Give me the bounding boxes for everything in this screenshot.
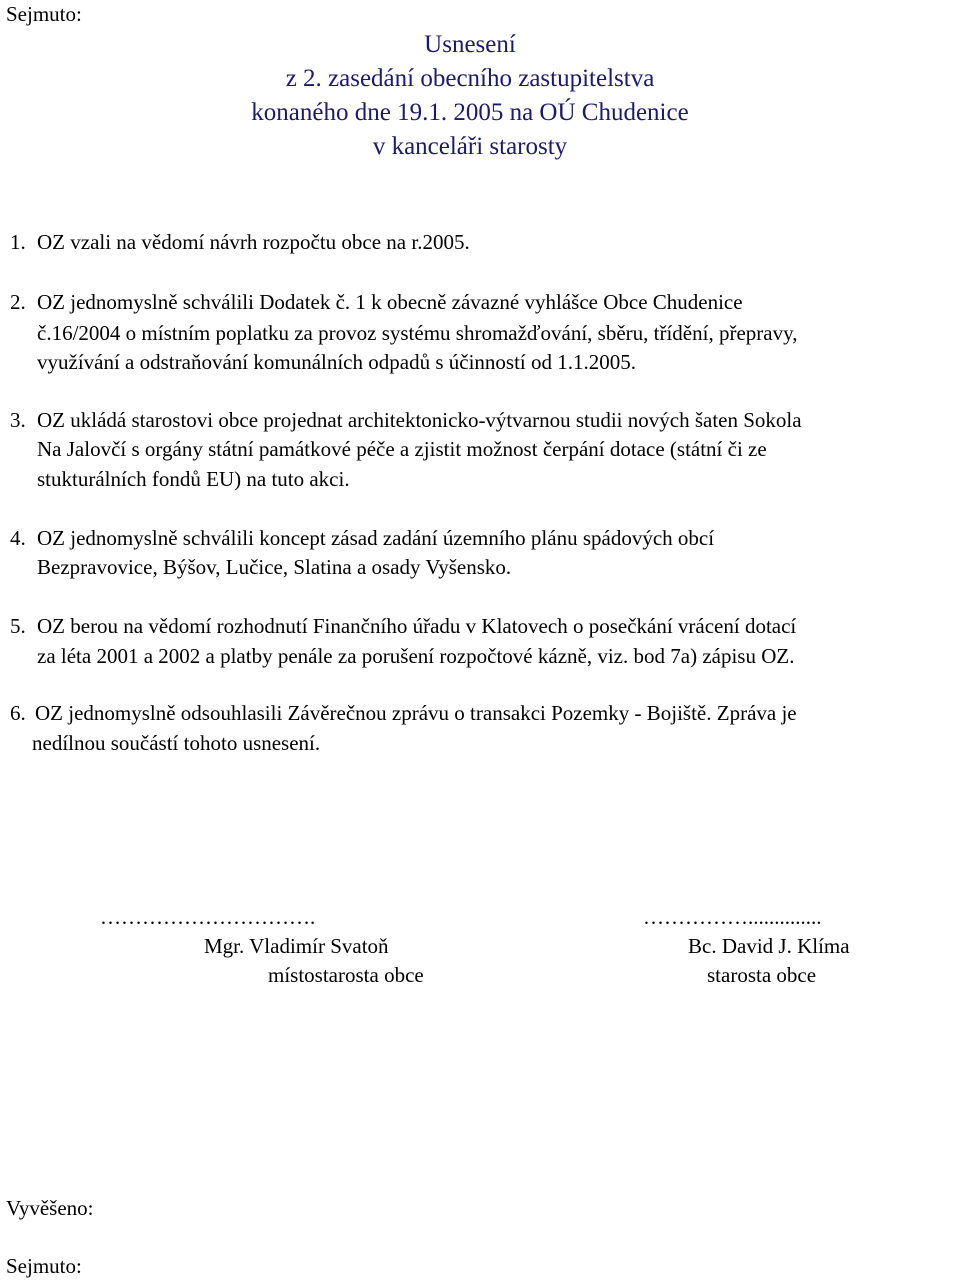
item-text: OZ jednomyslně schválili Dodatek č. 1 k obecně závazné vyhlášce Obce Chudenice xyxy=(37,290,743,314)
signatory-name-left: Mgr. Vladimír Svatoň xyxy=(204,934,389,958)
item-text: OZ ukládá starostovi obce projednat architektonicko-výtvarnou studii nových šaten Sokola xyxy=(37,408,802,432)
item-text: č.16/2004 o místním poplatku za provoz systému shromažďování, sběru, třídění, přepravy, xyxy=(37,321,798,345)
resolution-item-2 xyxy=(10,290,743,315)
resolution-item-5 xyxy=(10,614,796,639)
item-text: OZ jednomyslně odsouhlasili Závěrečnou zprávu o transakci Pozemky - Bojiště. Zpráva je xyxy=(35,701,797,725)
item-text: nedílnou součástí tohoto usnesení. xyxy=(32,731,321,755)
item-number: 3. xyxy=(10,408,26,432)
item-text: Na Jalovčí s orgány státní památkové péče a zjistit možnost čerpání dotace (státní či ze xyxy=(37,437,767,461)
resolution-item-3 xyxy=(10,408,802,433)
item-text: Bezpravovice, Býšov, Lučice, Slatina a osady Vyšensko. xyxy=(37,555,512,579)
title-line-3: konaného dne 19.1. 2005 na OÚ Chudenice xyxy=(251,99,689,126)
item-text: OZ jednomyslně schválili koncept zásad zadání územního plánu spádových obcí xyxy=(37,526,715,550)
signatory-role-left: místostarosta obce xyxy=(268,963,424,987)
item-text: využívání a odstraňování komunálních odpadů s účinností od 1.1.2005. xyxy=(37,350,636,374)
resolution-item-6 xyxy=(10,701,797,726)
signatory-name-right: Bc. David J. Klíma xyxy=(688,934,850,958)
title-line-1: Usnesení xyxy=(424,31,516,58)
signature-line-left: …………………………. xyxy=(100,905,316,929)
signature-line-right: …………….............. xyxy=(643,905,822,929)
document-title xyxy=(0,28,940,164)
item-number: 5. xyxy=(10,614,26,638)
title-line-2: z 2. zasedání obecního zastupitelstva xyxy=(285,65,655,92)
item-number: 2. xyxy=(10,290,26,314)
signatory-role-right: starosta obce xyxy=(707,963,817,987)
sejmuto-bottom-label: Sejmuto: xyxy=(6,1254,82,1278)
item-text: stukturálních fondů EU) na tuto akci. xyxy=(37,467,350,491)
item-number: 1. xyxy=(10,230,26,254)
item-number: 6. xyxy=(10,701,26,725)
item-text: za léta 2001 a 2002 a platby penále za porušení rozpočtové kázně, viz. bod 7a) zápisu OZ. xyxy=(37,644,795,668)
item-text: OZ vzali na vědomí návrh rozpočtu obce na r.2005. xyxy=(37,230,470,254)
item-number: 4. xyxy=(10,526,26,550)
resolution-item-4 xyxy=(10,526,714,551)
resolution-item-1 xyxy=(10,230,470,255)
sejmuto-top-label: Sejmuto: xyxy=(6,2,82,26)
title-line-4: v kanceláři starosty xyxy=(372,133,568,160)
item-text: OZ berou na vědomí rozhodnutí Finančního úřadu v Klatovech o posečkání vrácení dotací xyxy=(37,614,797,638)
vyveseno-label: Vyvěšeno: xyxy=(6,1196,94,1220)
